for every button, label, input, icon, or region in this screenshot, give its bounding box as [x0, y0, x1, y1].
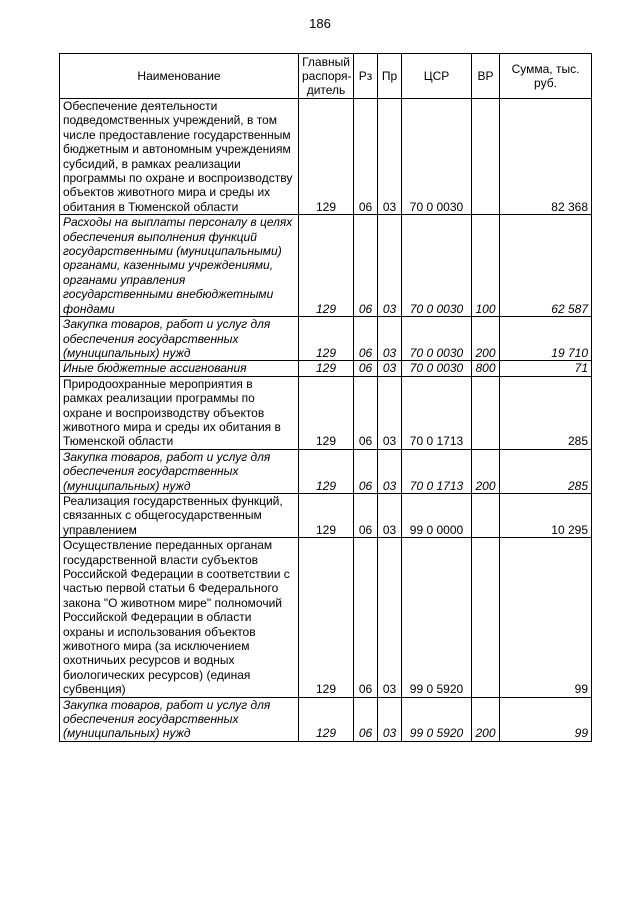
- cell-name: Природоохранные мероприятия в рамках реализации программы по охране и воспроизводству объектов животного мира и среды их обитания в Тюменской области: [60, 376, 299, 449]
- cell-rz: 06: [354, 538, 378, 697]
- cell-vr: 800: [472, 361, 500, 376]
- table-row: [60, 493, 592, 537]
- cell-rz: 06: [354, 317, 378, 361]
- cell-sum: 82 368: [500, 99, 592, 215]
- cell-rz: 06: [354, 99, 378, 215]
- cell-main-manager: 129: [299, 376, 354, 449]
- header-sum: Сумма, тыс. руб.: [500, 54, 592, 99]
- table-row: [60, 361, 592, 376]
- cell-pr: 03: [378, 215, 402, 317]
- cell-csr: 70 0 0030: [402, 99, 472, 215]
- table-row: [60, 215, 592, 317]
- cell-pr: 03: [378, 697, 402, 741]
- cell-rz: 06: [354, 215, 378, 317]
- cell-main-manager: 129: [299, 538, 354, 697]
- cell-name: Иные бюджетные ассигнования: [60, 361, 299, 376]
- header-main-manager: Главный распоря-дитель: [299, 54, 354, 99]
- cell-vr: 200: [472, 449, 500, 493]
- cell-vr: 100: [472, 215, 500, 317]
- cell-name: Закупка товаров, работ и услуг для обеспечения государственных (муниципальных) нужд: [60, 449, 299, 493]
- budget-table: [59, 53, 592, 742]
- cell-sum: 99: [500, 697, 592, 741]
- cell-vr: 200: [472, 697, 500, 741]
- cell-rz: 06: [354, 449, 378, 493]
- cell-main-manager: 129: [299, 493, 354, 537]
- cell-pr: 03: [378, 361, 402, 376]
- cell-sum: 285: [500, 376, 592, 449]
- table-body: [60, 99, 592, 742]
- cell-sum: 19 710: [500, 317, 592, 361]
- cell-name: Закупка товаров, работ и услуг для обеспечения государственных (муниципальных) нужд: [60, 697, 299, 741]
- cell-main-manager: 129: [299, 215, 354, 317]
- cell-pr: 03: [378, 99, 402, 215]
- header-pr: Пр: [378, 54, 402, 99]
- cell-pr: 03: [378, 376, 402, 449]
- cell-pr: 03: [378, 449, 402, 493]
- cell-csr: 70 0 0030: [402, 361, 472, 376]
- cell-csr: 70 0 0030: [402, 317, 472, 361]
- page-number: 186: [309, 16, 331, 31]
- cell-name: Обеспечение деятельности подведомственных учреждений, в том числе предоставление государственным бюджетным и автономным учреждениям субсидий, в рамках реализации программы по охране и воспроизводству объектов животного мира и среды их обитания в Тюменской области: [60, 99, 299, 215]
- table-row: [60, 449, 592, 493]
- cell-name: Закупка товаров, работ и услуг для обеспечения государственных (муниципальных) нужд: [60, 317, 299, 361]
- cell-csr: 99 0 0000: [402, 493, 472, 537]
- cell-sum: 62 587: [500, 215, 592, 317]
- cell-rz: 06: [354, 376, 378, 449]
- cell-sum: 71: [500, 361, 592, 376]
- cell-name: Расходы на выплаты персоналу в целях обеспечения выполнения функций государственными (муниципальными) органами, казенными учреждениями, органами управления государственными внебюджетными фондами: [60, 215, 299, 317]
- cell-rz: 06: [354, 493, 378, 537]
- cell-csr: 70 0 1713: [402, 449, 472, 493]
- table-header-row: [60, 54, 592, 99]
- header-csr: ЦСР: [402, 54, 472, 99]
- cell-vr: [472, 493, 500, 537]
- header-rz: Рз: [354, 54, 378, 99]
- cell-main-manager: 129: [299, 361, 354, 376]
- table-row: [60, 376, 592, 449]
- cell-sum: 10 295: [500, 493, 592, 537]
- cell-rz: 06: [354, 361, 378, 376]
- cell-csr: 70 0 0030: [402, 215, 472, 317]
- cell-csr: 99 0 5920: [402, 697, 472, 741]
- header-name: Наименование: [60, 54, 299, 99]
- table-row: [60, 317, 592, 361]
- cell-pr: 03: [378, 538, 402, 697]
- table-row: [60, 538, 592, 697]
- cell-rz: 06: [354, 697, 378, 741]
- table-row: [60, 99, 592, 215]
- cell-main-manager: 129: [299, 697, 354, 741]
- cell-pr: 03: [378, 317, 402, 361]
- cell-main-manager: 129: [299, 317, 354, 361]
- cell-csr: 70 0 1713: [402, 376, 472, 449]
- cell-vr: [472, 538, 500, 697]
- header-vr: ВР: [472, 54, 500, 99]
- table-row: [60, 697, 592, 741]
- cell-csr: 99 0 5920: [402, 538, 472, 697]
- cell-main-manager: 129: [299, 449, 354, 493]
- cell-sum: 99: [500, 538, 592, 697]
- cell-name: Реализация государственных функций, связанных с общегосударственным управлением: [60, 493, 299, 537]
- cell-sum: 285: [500, 449, 592, 493]
- cell-name: Осуществление переданных органам государственной власти субъектов Российской Федерации в соответствии с частью первой статьи 6 Федерального закона "О животном мире" полномочий Российской Федерации в области охраны и использования объектов животного мира (за исключением охотничьих ресурсов и водных биологических ресурсов) (единая субвенция): [60, 538, 299, 697]
- cell-vr: [472, 376, 500, 449]
- cell-pr: 03: [378, 493, 402, 537]
- cell-main-manager: 129: [299, 99, 354, 215]
- cell-vr: [472, 99, 500, 215]
- cell-vr: 200: [472, 317, 500, 361]
